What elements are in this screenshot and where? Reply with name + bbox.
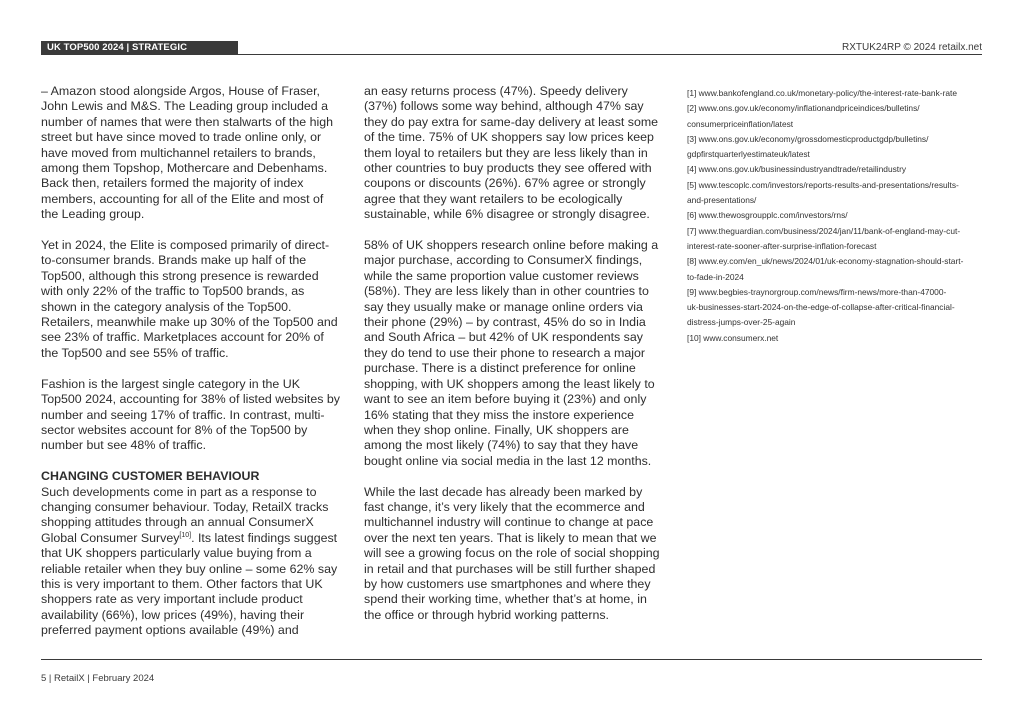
paragraph: 58% of UK shoppers research online before making a major purchase, according to ConsumerX findings, while the same proportion value customer reviews (58%). They are less likely than in other countries to say they usually make or manage online orders via their phone (29%) – by contrast, 45% do so in India and South Africa – but 42% of UK respondents say they do tend to use their phone to research a major purchase. There is a distinct preference for online shopping, with UK shoppers among the least likely to want to see an item before buying it (23%) and only 16% stating that they miss the instore experience when they shop online. Finally, UK shoppers are among the most likely (74%) to say that they have bought online via social media in the last 12 months.	[364, 238, 659, 468]
document-reference: RXTUK24RP © 2024 retailx.net	[841, 42, 982, 53]
paragraph	[41, 485, 341, 639]
reference-item[interactable]: [7] www.theguardian.com/business/2024/jan/11/bank-of-england-may-cut- interest-rate-sooner-after-surprise-inflation-forecast	[687, 225, 961, 251]
reference-item[interactable]: [9] www.begbies-traynorgroup.com/news/firm-news/more-than-47000- uk-businesses-start-2024-on-the-edge-of-collapse-after-critical-financial- distress-jumps-over-25-again	[687, 286, 955, 328]
reference-item[interactable]: [1] www.bankofengland.co.uk/monetary-policy/the-interest-rate-bank-rate	[687, 88, 957, 98]
paragraph-text: . Its latest findings suggest that UK shoppers particularly value buying from a reliable retailer when they buy online – some 62% say this is very important to them. Other factors that UK shoppers rate as very important include product availability (66%), low prices (49%), having their preferred payment options available (49%) and	[41, 530, 338, 638]
paragraph: an easy returns process (47%). Speedy delivery (37%) follows some way behind, although 47% say they do pay extra for same-day delivery at least some of the time. 75% of UK shoppers say low prices keep them loyal to retailers but they are less likely than in other countries to buy products they see offered with coupons or discounts (26%). 67% agree or strongly agree that they want retailers to be ecologically sustainable, while 6% disagree or strongly disagree.	[364, 84, 659, 222]
reference-item[interactable]: [3] www.ons.gov.uk/economy/grossdomesticproductgdp/bulletins/ gdpfirstquarterlyestimateuk/latest	[687, 133, 929, 160]
page-footer: 5 | RetailX | February 2024	[41, 673, 155, 684]
paragraph: Yet in 2024, the Elite is composed primarily of direct-to-consumer brands. Brands make up half of the Top500, although this strong presence is rewarded with only 22% of the traffic to Top500 brands, as shown in the category analysis of the Top500. Retailers, meanwhile make up 30% of the Top500 and see 23% of traffic. Marketplaces account for 20% of the Top500 and see 55% of traffic.	[41, 238, 338, 360]
reference-item[interactable]: [8] www.ey.com/en_uk/news/2024/01/uk-economy-stagnation-should-start- to-fade-in-2024	[687, 256, 964, 282]
reference-item[interactable]: [5] www.tescoplc.com/investors/reports-results-and-presentations/results- and-presentations/	[687, 179, 959, 206]
reference-item[interactable]: [2] www.ons.gov.uk/economy/inflationandpriceindices/bulletins/ consumerpriceinflation/latest	[687, 103, 920, 129]
reference-list	[687, 86, 987, 346]
reference-item[interactable]: [6] www.thewosgroupplc.com/investors/rns/	[687, 210, 848, 221]
text-column-middle	[364, 84, 664, 639]
paragraph: Fashion is the largest single category in the UK Top500 2024, accounting for 38% of listed websites by number and seeing 17% of traffic. In contrast, multi-sector websites account for 8% of the Top500 by number but see 48% of traffic.	[41, 376, 340, 453]
paragraph: – Amazon stood alongside Argos, House of Fraser, John Lewis and M&S. The Leading group included a number of names that were then stalwarts of the high street but have since moved to trade online only, or have moved from multichannel retailers to brands, among them Topshop, Mothercare and Debenhams. Back then, retailers formed the majority of index members, accounting for all of the Elite and most of the Leading group.	[41, 84, 334, 222]
reference-item[interactable]: [10] www.consumerx.net	[687, 332, 779, 343]
paragraph: While the last decade has already been marked by fast change, it’s very likely that the ecommerce and multichannel industry will continue to change at pace over the next ten years. That is likely to mean that we will see a growing focus on the role of social shopping in retail and that purchases will be still further shaped by how customers use smartphones and where they spend their working time, whether that’s at home, in the office or through hybrid working patterns.	[364, 484, 660, 622]
section-label: UK TOP500 2024 | STRATEGIC OVERVIEW	[41, 41, 238, 55]
section-heading: CHANGING CUSTOMER BEHAVIOUR	[41, 469, 260, 484]
footer-divider	[41, 659, 982, 660]
citation-marker[interactable]: [10]	[179, 531, 192, 539]
reference-item[interactable]: [4] www.ons.gov.uk/businessindustryandtrade/retailindustry	[687, 164, 907, 175]
header-divider	[41, 54, 982, 55]
text-column-left	[41, 84, 341, 654]
paragraph-text: Such developments come in part as a response to changing consumer behaviour. Today, RetailX tracks shopping attitudes through an annual ConsumerX Global Consumer Survey	[41, 484, 329, 545]
